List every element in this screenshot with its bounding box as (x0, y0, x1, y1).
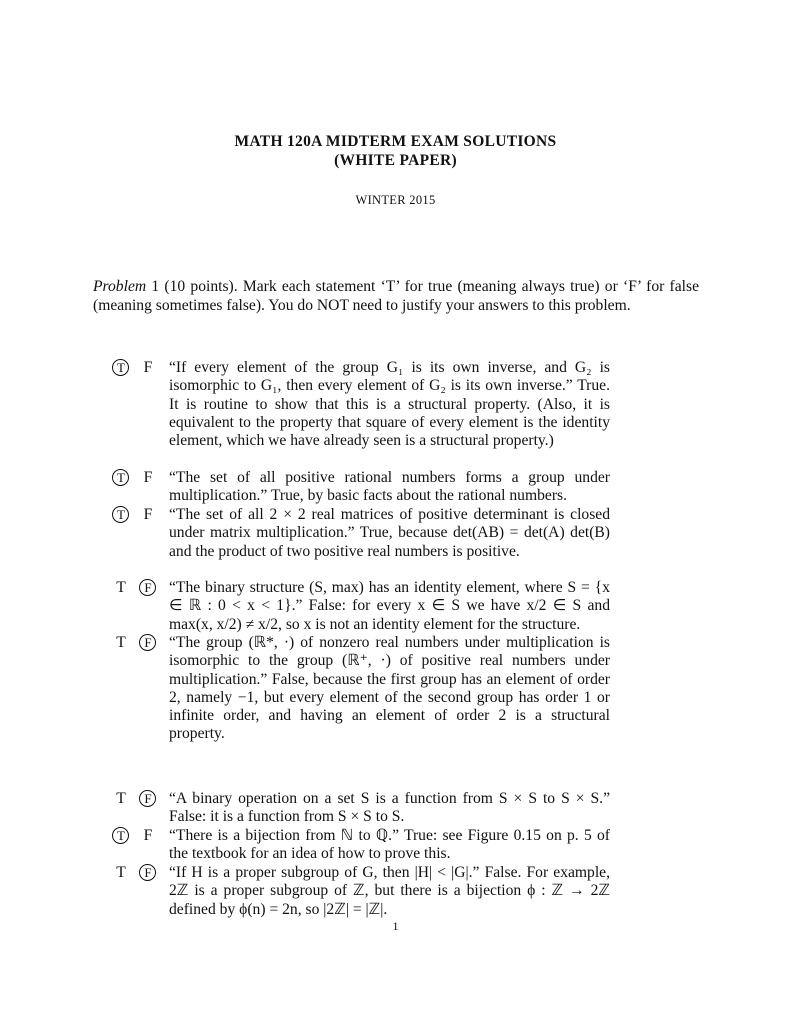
answer-marks (113, 469, 169, 487)
answer-marks (113, 827, 169, 845)
page-number: 1 (392, 919, 399, 933)
statement-text: “If H is a proper subgroup of G, then |H| < |G|.” False. For example, 2ℤ is a proper subgroup of ℤ, but there is a bijection ϕ : ℤ → 2ℤ defined by ϕ(n) = 2n, so |2ℤ| = |ℤ|. (169, 864, 610, 918)
statement-item (113, 790, 610, 827)
statement-text: “The set of all positive rational numbers forms a group under multiplication.” True, by basic facts about the rational numbers. (169, 469, 610, 505)
answer-marks (113, 634, 169, 652)
statement-item (113, 827, 610, 864)
false-mark: F (140, 579, 156, 596)
true-mark: T (113, 359, 129, 376)
answer-marks (113, 790, 169, 808)
true-mark: T (116, 634, 126, 651)
true-mark: T (116, 864, 126, 881)
true-mark: T (113, 827, 129, 844)
statement-item (113, 506, 610, 561)
false-mark: F (140, 634, 156, 651)
statement-text: “If every element of the group G₁ is its own inverse, and G₂ is isomorphic to G₁, then every element of G₂ is its own inverse.” True. It is routine to show that this is a structural property. (Also, it is equivalent to the property that square of every element is the identity element, which we have already seen is a structural property.) (169, 359, 610, 450)
false-mark: F (143, 506, 153, 523)
statement-text: “The group (ℝ*, ·) of nonzero real numbers under multiplication is isomorphic to the group (ℝ⁺, ·) of positive real numbers under multiplication.” False, because the first group has an element of order 2, namely −1, but every element of the second group has order 1 or infinite order, and having an element of order 2 is a structural property. (169, 634, 610, 743)
page-title-line1: MATH 120A MIDTERM EXAM SOLUTIONS (234, 133, 557, 150)
statement-item (113, 634, 610, 744)
statement-text: “A binary operation on a set S is a function from S × S to S × S.” False: it is a function from S × S to S. (169, 790, 610, 826)
answer-marks (113, 864, 169, 882)
statement-item (113, 864, 610, 919)
answer-marks (113, 359, 169, 377)
true-mark: T (113, 506, 129, 523)
false-mark: F (140, 790, 156, 807)
statement-text: “The set of all 2 × 2 real matrices of positive determinant is closed under matrix multiplication.” True, because det(AB) = det(A) det(B) and the product of two positive real numbers is positive. (169, 506, 610, 560)
answer-marks (113, 579, 169, 597)
false-mark: F (143, 827, 153, 844)
true-mark: T (116, 579, 126, 596)
page-title-line2: (WHITE PAPER) (334, 152, 457, 169)
problem-statement (93, 277, 699, 315)
answer-marks (113, 506, 169, 524)
true-mark: T (116, 790, 126, 807)
statement-text: “The binary structure (S, max) has an identity element, where S = {x ∈ ℝ : 0 < x < 1}.” False: for every x ∈ S we have x/2 ∈ S and max(x, x/2) ≠ x/2, so x is not an identity element for the structure. (169, 579, 610, 633)
statement-item (113, 359, 610, 450)
statement-item (113, 469, 610, 506)
false-mark: F (143, 359, 153, 376)
problem-label: Problem (93, 278, 147, 295)
statement-item (113, 579, 610, 634)
true-mark: T (113, 469, 129, 486)
problem-instructions: 1 (10 points). Mark each statement ‘T’ for true (meaning always true) or ‘F’ for false (meaning sometimes false). You do NOT need to justify your answers to this problem. (93, 278, 699, 314)
term-label: WINTER 2015 (355, 193, 436, 207)
false-mark: F (140, 864, 156, 881)
statement-text: “There is a bijection from ℕ to ℚ.” True: see Figure 0.15 on p. 5 of the textbook for an idea of how to prove this. (169, 827, 610, 863)
false-mark: F (143, 469, 153, 486)
